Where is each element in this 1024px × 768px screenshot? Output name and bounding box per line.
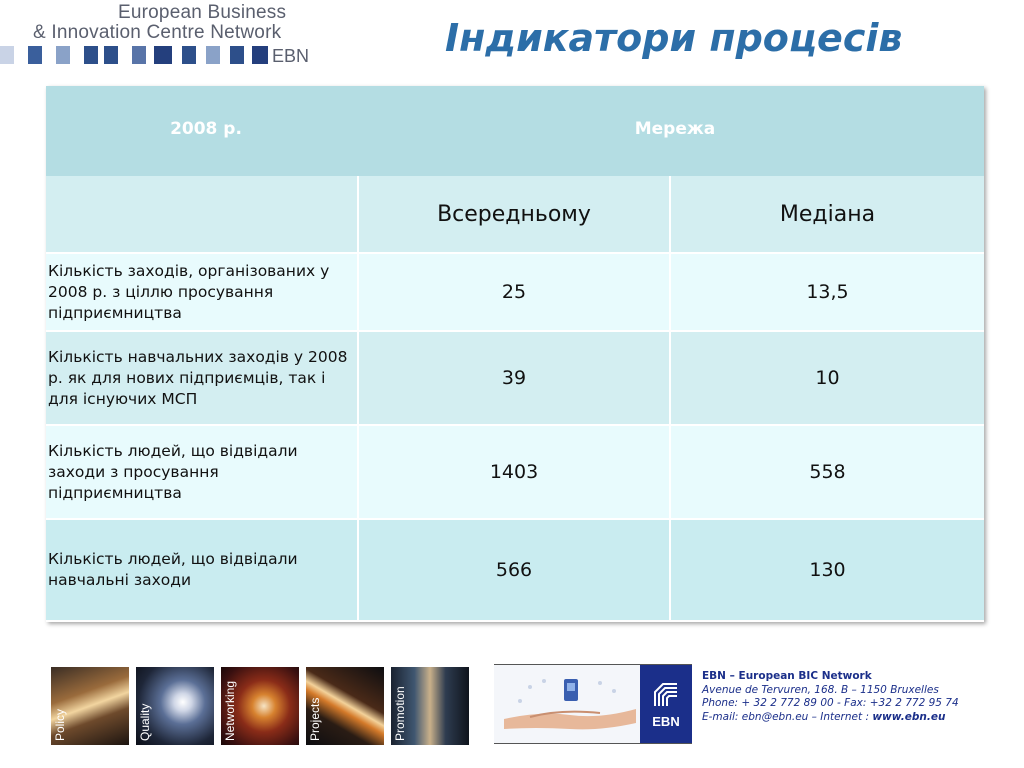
row-average: 566: [359, 520, 671, 622]
logo-color-bars: [0, 46, 270, 64]
subheader-empty: [46, 176, 359, 254]
row-label: Кількість людей, що відвідали навчальні заходи: [46, 520, 359, 622]
logo-line-2: & Innovation Centre Network: [33, 22, 282, 43]
table-row: [46, 332, 984, 426]
ebn-banner: [494, 664, 692, 744]
contact-address: Avenue de Tervuren, 168. B – 1150 Bruxelles: [702, 683, 939, 696]
table-row: [46, 254, 984, 332]
row-median: 558: [671, 426, 984, 520]
row-average: 1403: [359, 426, 671, 520]
hand-holding-card-icon: [500, 673, 640, 735]
row-average: 25: [359, 254, 671, 332]
photo-promotion: [391, 667, 469, 745]
header-network: Мережа: [634, 119, 716, 139]
footer-photo-strip: [51, 667, 469, 745]
ebn-emblem-icon: [651, 680, 681, 710]
row-label: Кількість людей, що відвідали заходи з просування підприємництва: [46, 426, 359, 520]
photo-caption: Promotion: [393, 686, 407, 741]
row-median: 10: [671, 332, 984, 426]
table-row: [46, 520, 984, 622]
header-year: 2008 р.: [170, 119, 242, 139]
photo-networking: [221, 667, 299, 745]
indicators-table: [46, 86, 984, 622]
photo-caption: Quality: [138, 703, 152, 741]
logo-ebn-mark: EBN: [272, 46, 310, 66]
photo-caption: Policy: [53, 708, 67, 741]
contact-phone: Phone: + 32 2 772 89 00 - Fax: +32 2 772 95 74: [702, 697, 959, 710]
ebn-logo: [0, 0, 310, 72]
row-median: 13,5: [671, 254, 984, 332]
photo-caption: Networking: [223, 680, 237, 741]
row-average: 39: [359, 332, 671, 426]
logo-line-1: European Business: [118, 2, 287, 23]
photo-policy: [51, 667, 129, 745]
table-header-row: [46, 86, 984, 176]
photo-caption: Projects: [308, 697, 322, 741]
table-row: [46, 426, 984, 520]
photo-quality: [136, 667, 214, 745]
row-label: Кількість заходів, організованих у 2008 р. з ціллю просування підприємництва: [46, 254, 359, 332]
column-median: Медіана: [671, 176, 984, 254]
website-link[interactable]: www.ebn.eu: [872, 710, 946, 723]
page-title: Індикатори процесів: [445, 16, 903, 60]
column-average: Всередньому: [359, 176, 671, 254]
photo-projects: [306, 667, 384, 745]
row-median: 130: [671, 520, 984, 622]
table-subheader-row: [46, 176, 984, 254]
ebn-box-label: EBN: [652, 713, 680, 729]
contact-name: EBN – European BIC Network: [702, 670, 872, 682]
contact-email-line: [702, 711, 959, 725]
contact-block: [702, 670, 959, 724]
contact-email: E-mail: ebn@ebn.eu – Internet :: [702, 710, 873, 723]
ebn-logo-box: [640, 665, 692, 743]
row-label: Кількість навчальних заходів у 2008 р. як для нових підприємців, так і для існуючих МСП: [46, 332, 359, 426]
